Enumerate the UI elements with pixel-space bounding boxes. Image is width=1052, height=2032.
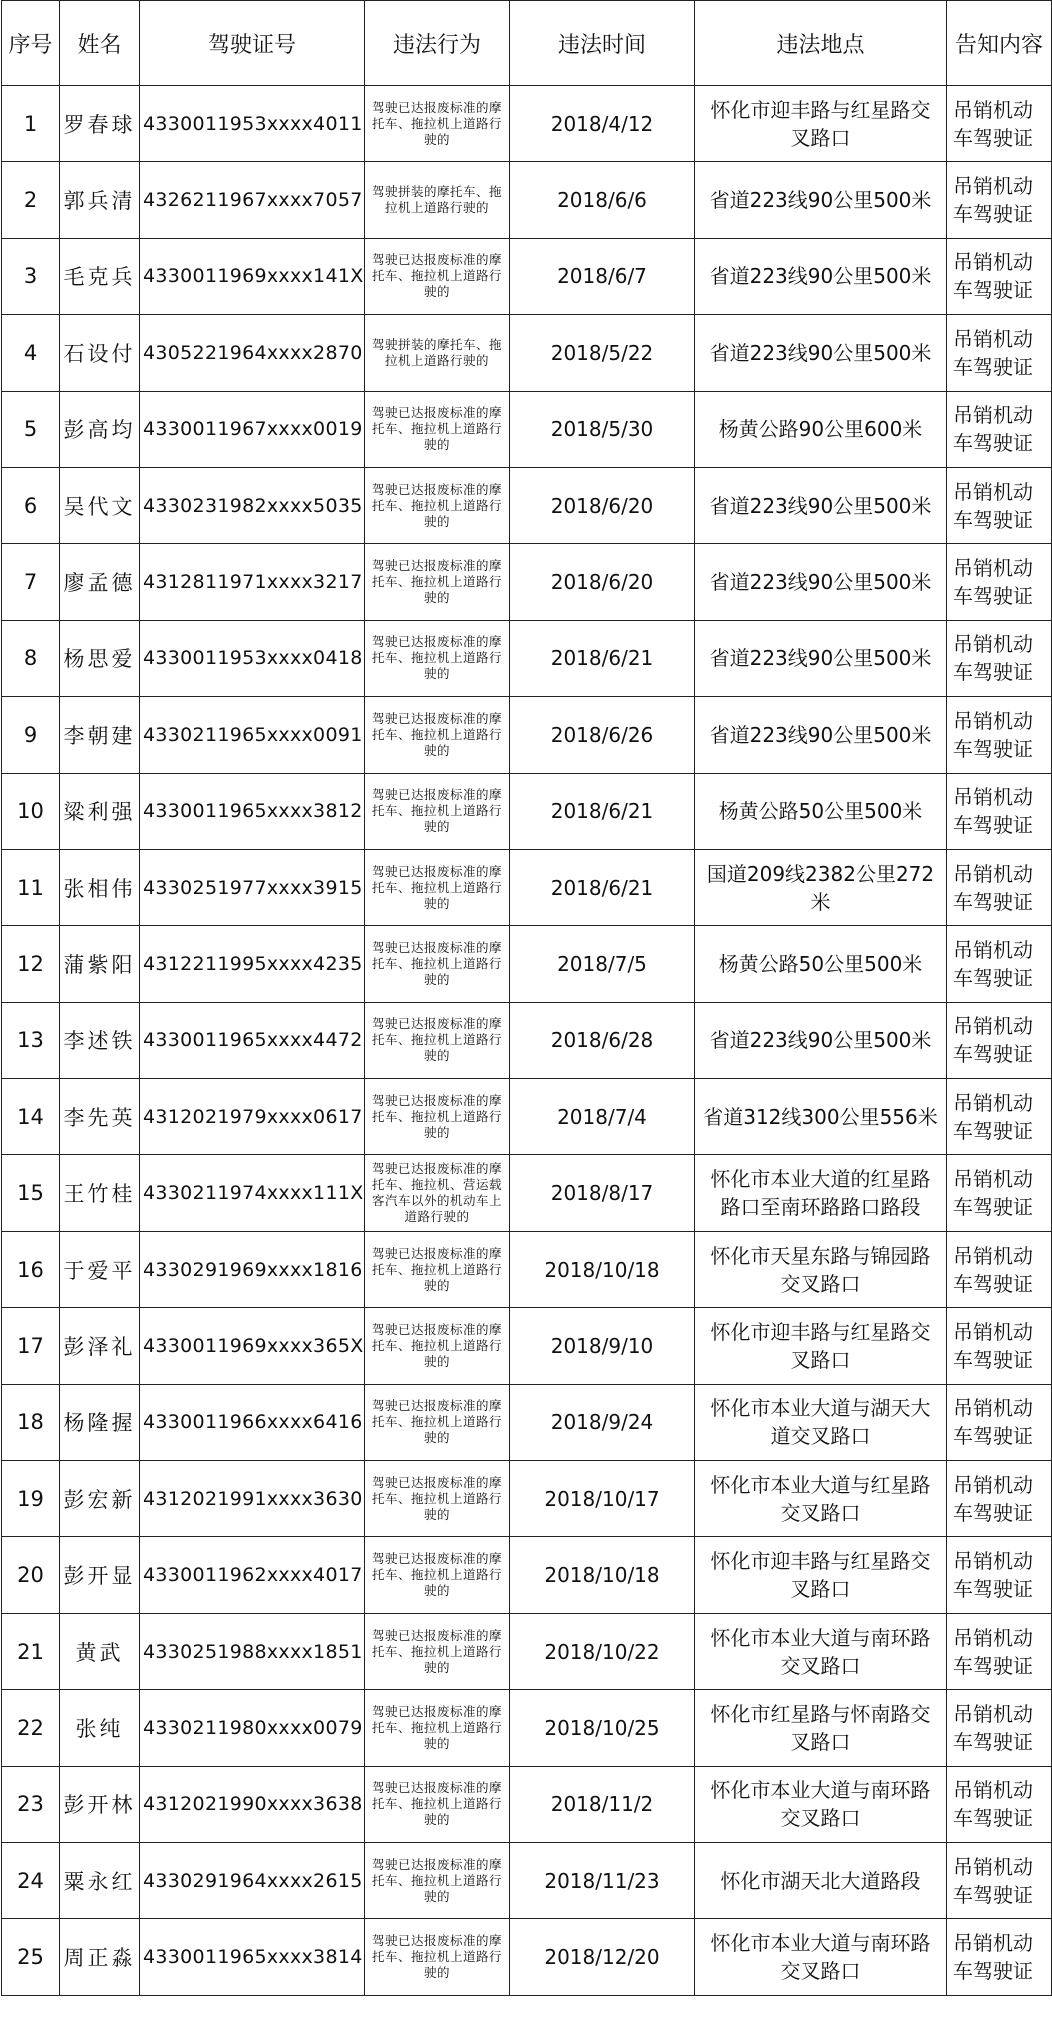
cell-violation-place: 怀化市湖天北大道路段 [695,1842,947,1918]
cell-violation-time: 2018/11/2 [510,1766,695,1842]
violation-behavior-text: 驾驶已达报废标准的摩托车、拖拉机上道路行驶的 [371,1092,502,1140]
cell-notice-content: 吊销机动车驾驶证 [947,697,1052,773]
cell-violation-place: 省道223线90公里500米 [695,1002,947,1078]
cell-license-number: 4326211967xxxx7057 [140,162,365,238]
cell-serial-number: 17 [2,1308,60,1384]
cell-name: 黄武 [60,1613,140,1689]
cell-serial-number: 2 [2,162,60,238]
violation-behavior-text: 驾驶已达报废标准的摩托车、拖拉机上道路行驶的 [371,710,502,758]
table-row [2,1461,1052,1537]
cell-name: 彭宏新 [60,1461,140,1537]
cell-notice-content: 吊销机动车驾驶证 [947,1461,1052,1537]
violation-behavior-text: 驾驶已达报废标准的摩托车、拖拉机上道路行驶的 [371,787,502,835]
cell-serial-number: 22 [2,1690,60,1766]
cell-violation-time: 2018/9/10 [510,1308,695,1384]
table-row [2,1613,1052,1689]
cell-violation-behavior [365,1537,510,1613]
table-row [2,1231,1052,1307]
table-row [2,773,1052,849]
cell-violation-time: 2018/9/24 [510,1384,695,1460]
cell-license-number: 4312021979xxxx0617 [140,1079,365,1155]
table-row [2,1842,1052,1918]
cell-license-number: 4312211995xxxx4235 [140,926,365,1002]
table-row [2,1766,1052,1842]
cell-license-number: 4330011967xxxx0019 [140,391,365,467]
table-row [2,1384,1052,1460]
cell-serial-number: 15 [2,1155,60,1231]
cell-name: 于爱平 [60,1231,140,1307]
table-row [2,926,1052,1002]
header-violation-time: 违法时间 [510,1,695,86]
cell-serial-number: 6 [2,467,60,543]
cell-notice-content: 吊销机动车驾驶证 [947,1155,1052,1231]
cell-violation-place: 怀化市本业大道与南环路交叉路口 [695,1766,947,1842]
table-row [2,238,1052,314]
cell-violation-place: 怀化市本业大道与湖天大道交叉路口 [695,1384,947,1460]
cell-license-number: 4330211980xxxx0079 [140,1690,365,1766]
cell-name: 杨思爱 [60,620,140,696]
cell-serial-number: 12 [2,926,60,1002]
table-row [2,697,1052,773]
cell-violation-behavior [365,773,510,849]
table-row [2,315,1052,391]
cell-name: 毛克兵 [60,238,140,314]
violation-behavior-text: 驾驶已达报废标准的摩托车、拖拉机上道路行驶的 [371,1856,502,1904]
cell-license-number: 4330231982xxxx5035 [140,467,365,543]
header-serial-number: 序号 [2,1,60,86]
cell-violation-time: 2018/6/21 [510,849,695,925]
cell-name: 张相伟 [60,849,140,925]
cell-notice-content: 吊销机动车驾驶证 [947,467,1052,543]
header-license-number: 驾驶证号 [140,1,365,86]
cell-notice-content: 吊销机动车驾驶证 [947,1002,1052,1078]
violation-behavior-text: 驾驶已达报废标准的摩托车、拖拉机上道路行驶的 [371,1551,502,1599]
cell-violation-behavior [365,544,510,620]
violation-behavior-text: 驾驶已达报废标准的摩托车、拖拉机上道路行驶的 [371,1016,502,1064]
cell-violation-behavior [365,1155,510,1231]
cell-violation-place: 省道223线90公里500米 [695,238,947,314]
cell-license-number: 4330011962xxxx4017 [140,1537,365,1613]
cell-violation-place: 省道223线90公里500米 [695,162,947,238]
cell-license-number: 4330011965xxxx3812 [140,773,365,849]
table-row [2,1079,1052,1155]
cell-serial-number: 4 [2,315,60,391]
violation-table [1,0,1052,1996]
cell-violation-time: 2018/10/18 [510,1231,695,1307]
cell-violation-time: 2018/10/18 [510,1537,695,1613]
cell-license-number: 4330011966xxxx6416 [140,1384,365,1460]
violation-behavior-text: 驾驶已达报废标准的摩托车、拖拉机上道路行驶的 [371,405,502,453]
cell-violation-time: 2018/11/23 [510,1842,695,1918]
cell-violation-time: 2018/6/21 [510,620,695,696]
header-violation-place: 违法地点 [695,1,947,86]
cell-license-number: 4330011965xxxx3814 [140,1919,365,1995]
cell-notice-content: 吊销机动车驾驶证 [947,1537,1052,1613]
cell-notice-content: 吊销机动车驾驶证 [947,1766,1052,1842]
cell-violation-place: 省道223线90公里500米 [695,620,947,696]
violation-behavior-text: 驾驶已达报废标准的摩托车、拖拉机上道路行驶的 [371,252,502,300]
cell-violation-behavior [365,391,510,467]
cell-name: 李朝建 [60,697,140,773]
table-body [2,86,1052,1996]
cell-serial-number: 10 [2,773,60,849]
cell-name: 彭泽礼 [60,1308,140,1384]
cell-serial-number: 16 [2,1231,60,1307]
cell-notice-content: 吊销机动车驾驶证 [947,238,1052,314]
table-row [2,391,1052,467]
cell-serial-number: 11 [2,849,60,925]
cell-name: 石设付 [60,315,140,391]
cell-serial-number: 19 [2,1461,60,1537]
cell-violation-time: 2018/6/26 [510,697,695,773]
cell-notice-content: 吊销机动车驾驶证 [947,1384,1052,1460]
cell-serial-number: 20 [2,1537,60,1613]
cell-violation-behavior [365,1613,510,1689]
cell-violation-behavior [365,849,510,925]
cell-license-number: 4330011965xxxx4472 [140,1002,365,1078]
cell-notice-content: 吊销机动车驾驶证 [947,1079,1052,1155]
violation-behavior-text: 驾驶已达报废标准的摩托车、拖拉机上道路行驶的 [371,1321,502,1369]
cell-violation-behavior [365,926,510,1002]
cell-notice-content: 吊销机动车驾驶证 [947,1919,1052,1995]
cell-violation-time: 2018/12/20 [510,1919,695,1995]
table-row [2,1919,1052,1995]
table-row [2,544,1052,620]
violation-behavior-text: 驾驶已达报废标准的摩托车、拖拉机上道路行驶的 [371,481,502,529]
table-row [2,1537,1052,1613]
table-row [2,620,1052,696]
cell-violation-place: 怀化市红星路与怀南路交叉路口 [695,1690,947,1766]
cell-notice-content: 吊销机动车驾驶证 [947,1690,1052,1766]
cell-license-number: 4312021991xxxx3630 [140,1461,365,1537]
cell-serial-number: 7 [2,544,60,620]
cell-notice-content: 吊销机动车驾驶证 [947,773,1052,849]
cell-notice-content: 吊销机动车驾驶证 [947,1842,1052,1918]
cell-violation-behavior [365,1079,510,1155]
cell-name: 蒲紫阳 [60,926,140,1002]
cell-violation-time: 2018/6/21 [510,773,695,849]
violation-behavior-text: 驾驶已达报废标准的摩托车、拖拉机上道路行驶的 [371,1474,502,1522]
cell-violation-behavior [365,1842,510,1918]
cell-serial-number: 24 [2,1842,60,1918]
cell-violation-time: 2018/7/4 [510,1079,695,1155]
cell-violation-time: 2018/6/28 [510,1002,695,1078]
cell-license-number: 4312021990xxxx3638 [140,1766,365,1842]
cell-violation-place: 怀化市迎丰路与红星路交叉路口 [695,1308,947,1384]
cell-violation-place: 省道223线90公里500米 [695,315,947,391]
cell-violation-behavior [365,620,510,696]
cell-violation-time: 2018/6/6 [510,162,695,238]
cell-violation-time: 2018/7/5 [510,926,695,1002]
cell-name: 张纯 [60,1690,140,1766]
cell-notice-content: 吊销机动车驾驶证 [947,849,1052,925]
cell-serial-number: 14 [2,1079,60,1155]
cell-violation-time: 2018/6/7 [510,238,695,314]
cell-violation-place: 杨黄公路50公里500米 [695,773,947,849]
header-violation-behavior: 违法行为 [365,1,510,86]
cell-violation-time: 2018/6/20 [510,467,695,543]
cell-violation-place: 怀化市本业大道的红星路路口至南环路路口路段 [695,1155,947,1231]
cell-violation-behavior [365,697,510,773]
cell-license-number: 4330011969xxxx365X [140,1308,365,1384]
cell-serial-number: 21 [2,1613,60,1689]
cell-serial-number: 5 [2,391,60,467]
cell-violation-behavior [365,315,510,391]
cell-violation-place: 怀化市本业大道与红星路交叉路口 [695,1461,947,1537]
header-notice-content: 告知内容 [947,1,1052,86]
table-row [2,467,1052,543]
cell-name: 彭开显 [60,1537,140,1613]
cell-notice-content: 吊销机动车驾驶证 [947,391,1052,467]
violation-behavior-text: 驾驶已达报废标准的摩托车、拖拉机上道路行驶的 [371,1627,502,1675]
header-row [2,1,1052,86]
cell-violation-place: 怀化市本业大道与南环路交叉路口 [695,1919,947,1995]
cell-violation-time: 2018/5/22 [510,315,695,391]
cell-name: 周正淼 [60,1919,140,1995]
cell-violation-time: 2018/6/20 [510,544,695,620]
table-row [2,86,1052,162]
cell-name: 李先英 [60,1079,140,1155]
cell-notice-content: 吊销机动车驾驶证 [947,544,1052,620]
cell-name: 杨隆握 [60,1384,140,1460]
cell-serial-number: 25 [2,1919,60,1995]
cell-license-number: 4305221964xxxx2870 [140,315,365,391]
cell-serial-number: 23 [2,1766,60,1842]
violation-behavior-text: 驾驶已达报废标准的摩托车、拖拉机上道路行驶的 [371,1398,502,1446]
violation-behavior-text: 驾驶已达报废标准的摩托车、拖拉机上道路行驶的 [371,634,502,682]
cell-violation-place: 杨黄公路50公里500米 [695,926,947,1002]
cell-notice-content: 吊销机动车驾驶证 [947,162,1052,238]
cell-violation-behavior [365,1690,510,1766]
cell-name: 粟永红 [60,1842,140,1918]
violation-behavior-text: 驾驶已达报废标准的摩托车、拖拉机上道路行驶的 [371,863,502,911]
cell-violation-behavior [365,162,510,238]
cell-serial-number: 1 [2,86,60,162]
cell-violation-place: 怀化市迎丰路与红星路交叉路口 [695,1537,947,1613]
violation-behavior-text: 驾驶已达报废标准的摩托车、拖拉机、营运载客汽车以外的机动车上道路行驶的 [371,1161,502,1225]
cell-violation-place: 怀化市天星东路与锦园路交叉路口 [695,1231,947,1307]
cell-license-number: 4330211974xxxx111X [140,1155,365,1231]
cell-serial-number: 13 [2,1002,60,1078]
violation-behavior-text: 驾驶已达报废标准的摩托车、拖拉机上道路行驶的 [371,1703,502,1751]
cell-serial-number: 9 [2,697,60,773]
cell-name: 粱利强 [60,773,140,849]
cell-name: 罗春球 [60,86,140,162]
violation-behavior-text: 驾驶拼装的摩托车、拖拉机上道路行驶的 [371,184,502,216]
cell-license-number: 4312811971xxxx3217 [140,544,365,620]
cell-notice-content: 吊销机动车驾驶证 [947,620,1052,696]
cell-license-number: 4330011953xxxx4011 [140,86,365,162]
cell-violation-place: 杨黄公路90公里600米 [695,391,947,467]
cell-notice-content: 吊销机动车驾驶证 [947,315,1052,391]
cell-notice-content: 吊销机动车驾驶证 [947,1308,1052,1384]
cell-violation-time: 2018/8/17 [510,1155,695,1231]
cell-name: 廖孟德 [60,544,140,620]
cell-violation-place: 怀化市迎丰路与红星路交叉路口 [695,86,947,162]
cell-serial-number: 18 [2,1384,60,1460]
cell-violation-place: 省道312线300公里556米 [695,1079,947,1155]
cell-violation-behavior [365,1384,510,1460]
cell-license-number: 4330251977xxxx3915 [140,849,365,925]
cell-violation-time: 2018/10/25 [510,1690,695,1766]
violation-behavior-text: 驾驶已达报废标准的摩托车、拖拉机上道路行驶的 [371,99,502,147]
cell-notice-content: 吊销机动车驾驶证 [947,86,1052,162]
cell-serial-number: 3 [2,238,60,314]
cell-violation-behavior [365,1308,510,1384]
cell-violation-place: 省道223线90公里500米 [695,467,947,543]
table-row [2,1155,1052,1231]
cell-license-number: 4330211965xxxx0091 [140,697,365,773]
cell-violation-behavior [365,1919,510,1995]
cell-notice-content: 吊销机动车驾驶证 [947,1613,1052,1689]
cell-violation-place: 省道223线90公里500米 [695,697,947,773]
cell-name: 彭开林 [60,1766,140,1842]
cell-violation-time: 2018/10/22 [510,1613,695,1689]
table-row [2,1002,1052,1078]
table-row [2,849,1052,925]
violation-behavior-text: 驾驶已达报废标准的摩托车、拖拉机上道路行驶的 [371,1245,502,1293]
table-row [2,162,1052,238]
violation-behavior-text: 驾驶拼装的摩托车、拖拉机上道路行驶的 [371,336,502,368]
cell-violation-behavior [365,238,510,314]
cell-violation-behavior [365,1461,510,1537]
cell-name: 王竹桂 [60,1155,140,1231]
cell-name: 郭兵清 [60,162,140,238]
cell-name: 吴代文 [60,467,140,543]
violation-behavior-text: 驾驶已达报废标准的摩托车、拖拉机上道路行驶的 [371,558,502,606]
cell-violation-behavior [365,1002,510,1078]
violation-behavior-text: 驾驶已达报废标准的摩托车、拖拉机上道路行驶的 [371,1780,502,1828]
cell-violation-behavior [365,1766,510,1842]
cell-license-number: 4330291969xxxx1816 [140,1231,365,1307]
cell-name: 彭高均 [60,391,140,467]
cell-violation-place: 省道223线90公里500米 [695,544,947,620]
cell-violation-behavior [365,467,510,543]
header-name: 姓名 [60,1,140,86]
cell-violation-time: 2018/5/30 [510,391,695,467]
cell-violation-place: 国道209线2382公里272米 [695,849,947,925]
cell-license-number: 4330011953xxxx0418 [140,620,365,696]
table-row [2,1690,1052,1766]
violation-behavior-text: 驾驶已达报废标准的摩托车、拖拉机上道路行驶的 [371,1933,502,1981]
violation-behavior-text: 驾驶已达报废标准的摩托车、拖拉机上道路行驶的 [371,939,502,987]
table-row [2,1308,1052,1384]
cell-license-number: 4330011969xxxx141X [140,238,365,314]
cell-violation-time: 2018/10/17 [510,1461,695,1537]
cell-violation-behavior [365,86,510,162]
cell-violation-place: 怀化市本业大道与南环路交叉路口 [695,1613,947,1689]
cell-name: 李述铁 [60,1002,140,1078]
cell-license-number: 4330251988xxxx1851 [140,1613,365,1689]
cell-violation-behavior [365,1231,510,1307]
cell-violation-time: 2018/4/12 [510,86,695,162]
cell-license-number: 4330291964xxxx2615 [140,1842,365,1918]
cell-notice-content: 吊销机动车驾驶证 [947,1231,1052,1307]
cell-serial-number: 8 [2,620,60,696]
cell-notice-content: 吊销机动车驾驶证 [947,926,1052,1002]
